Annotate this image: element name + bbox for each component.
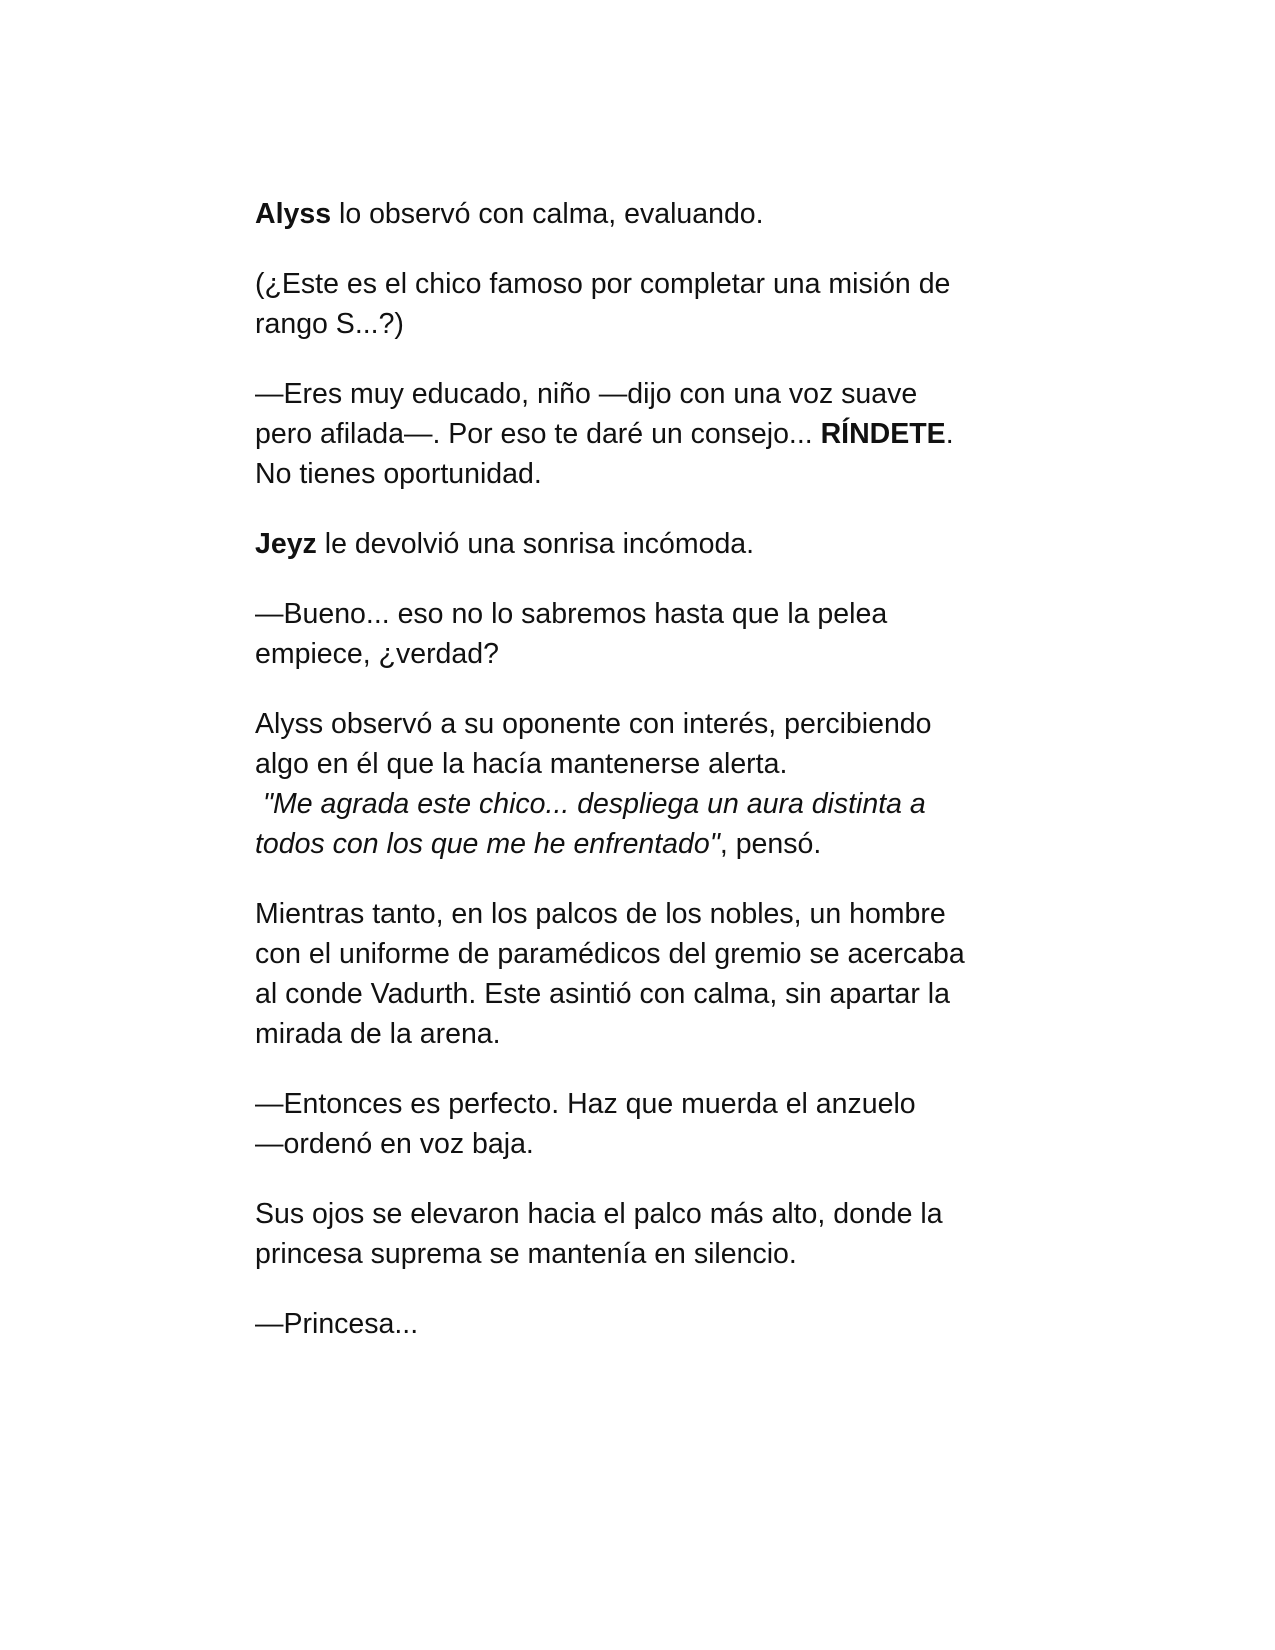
text-segment: le devolvió una sonrisa incómoda. (316, 528, 755, 560)
text-segment: con el uniforme de paramédicos del gremio se acercaba (255, 938, 965, 970)
text-line (255, 934, 1025, 974)
text-line (255, 374, 1025, 414)
text-line (255, 1304, 1025, 1344)
paragraph (255, 1304, 1025, 1344)
paragraph (255, 1084, 1025, 1164)
paragraph (255, 264, 1025, 344)
text-segment: al conde Vadurth. Este asintió con calma, sin apartar la (255, 978, 950, 1010)
text-line (255, 1234, 1025, 1274)
italic-text: todos con los que me he enfrentado" (255, 828, 720, 860)
text-segment: Mientras tanto, en los palcos de los nobles, un hombre (255, 898, 946, 930)
text-line (255, 704, 1025, 744)
text-segment: —Princesa... (255, 1308, 419, 1340)
document-body (255, 194, 1025, 1374)
text-line (255, 634, 1025, 674)
bold-text: Jeyz (255, 528, 317, 560)
paragraph (255, 894, 1025, 1054)
text-line (255, 784, 1025, 824)
paragraph (255, 594, 1025, 674)
text-line (255, 894, 1025, 934)
paragraph (255, 374, 1025, 494)
text-line (255, 264, 1025, 304)
text-segment: empiece, ¿verdad? (255, 638, 499, 670)
text-segment: Sus ojos se elevaron hacia el palco más alto, donde la (255, 1198, 943, 1230)
text-segment: No tienes oportunidad. (255, 458, 542, 490)
text-line (255, 974, 1025, 1014)
text-segment: mirada de la arena. (255, 1018, 501, 1050)
text-line (255, 524, 1025, 564)
text-line (255, 454, 1025, 494)
text-line (255, 1084, 1025, 1124)
text-segment: —Entonces es perfecto. Haz que muerda el anzuelo (255, 1088, 916, 1120)
paragraph (255, 1194, 1025, 1274)
text-line (255, 1124, 1025, 1164)
text-segment: pero afilada—. Por eso te daré un consejo... (255, 418, 821, 450)
text-segment: , pensó. (719, 828, 822, 860)
text-line (255, 414, 1025, 454)
text-segment: —ordenó en voz baja. (255, 1128, 534, 1160)
text-line (255, 594, 1025, 634)
text-segment: . (945, 418, 954, 450)
paragraph (255, 704, 1025, 864)
text-line (255, 1014, 1025, 1054)
text-segment: —Eres muy educado, niño —dijo con una voz suave (255, 378, 918, 410)
text-segment: princesa suprema se mantenía en silencio. (255, 1238, 797, 1270)
text-segment: —Bueno... eso no lo sabremos hasta que la pelea (255, 598, 888, 630)
text-line (255, 194, 1025, 234)
text-segment: rango S...?) (255, 308, 404, 340)
text-segment: Alyss observó a su oponente con interés, percibiendo (255, 708, 932, 740)
bold-text: Alyss (255, 198, 332, 230)
bold-text: RÍNDETE (820, 418, 946, 450)
paragraph (255, 194, 1025, 234)
text-line (255, 1194, 1025, 1234)
text-line (255, 824, 1025, 864)
paragraph (255, 524, 1025, 564)
text-segment: (¿Este es el chico famoso por completar una misión de (255, 268, 951, 300)
text-line (255, 744, 1025, 784)
text-line (255, 304, 1025, 344)
italic-text: "Me agrada este chico... despliega un aura distinta a (255, 788, 926, 820)
text-segment: algo en él que la hacía mantenerse alerta. (255, 748, 788, 780)
text-segment: lo observó con calma, evaluando. (331, 198, 764, 230)
